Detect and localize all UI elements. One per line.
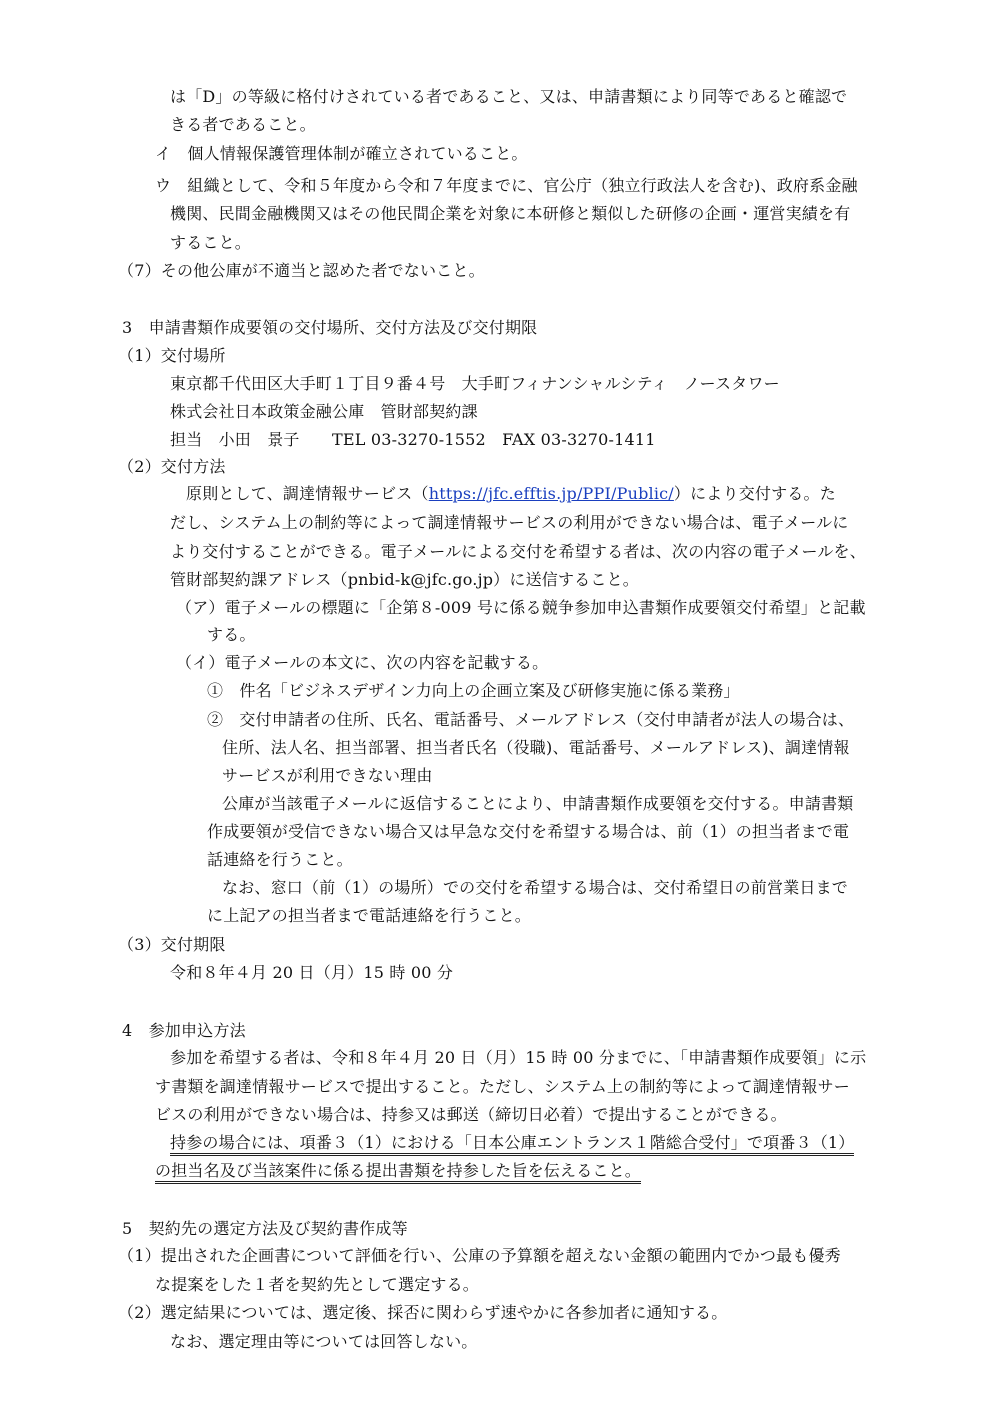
text-line: なお、窓口（前（1）の場所）での交付を希望する場合は、交付希望日の前営業日まで (222, 878, 848, 897)
company-line: 株式会社日本政策金融公庫 管財部契約課 (170, 402, 478, 421)
underlined-line (170, 1132, 854, 1154)
list-item-a: （ア）電子メールの標題に「企第８-009 号に係る競争参加申込書類作成要領交付希望」と記載 (176, 598, 866, 617)
text-line: きる者であること。 (170, 115, 316, 134)
underlined-line (155, 1160, 641, 1182)
subsection-heading: （3）交付期限 (118, 935, 226, 954)
text-line: 機関、民間金融機関又はその他民間企業を対象に本研修と類似した研修の企画・運営実績を有 (170, 204, 851, 223)
text-line: 作成要領が受信できない場合又は早急な交付を希望する場合は、前（1）の担当者まで電 (207, 822, 850, 841)
list-item-7: （7）その他公庫が不適当と認めた者でないこと。 (118, 261, 485, 280)
list-item-i: イ 個人情報保護管理体制が確立されていること。 (155, 144, 528, 163)
subsection-heading: （2）交付方法 (118, 457, 226, 476)
text-line: より交付することができる。電子メールによる交付を希望する者は、次の内容の電子メールを、 (170, 542, 866, 561)
procurement-url-link[interactable]: https://jfc.efftis.jp/PPI/Public/ (428, 484, 674, 503)
text-line: 住所、法人名、担当部署、担当者氏名（役職)、電話番号、メールアドレス)、調達情報 (222, 738, 850, 757)
section-heading-5: 5 契約先の選定方法及び契約書作成等 (122, 1219, 408, 1238)
list-item-2: （2）選定結果については、選定後、採否に関わらず速やかに各参加者に通知する。 (118, 1303, 728, 1322)
address-line: 東京都千代田区大手町１丁目９番４号 大手町フィナンシャルシティ ノースタワー (170, 374, 780, 393)
text-line: 公庫が当該電子メールに返信することにより、申請書類作成要領を交付する。申請書類 (222, 794, 854, 813)
list-item-b: （イ）電子メールの本文に、次の内容を記載する。 (176, 653, 549, 672)
deadline-line: 令和８年４月 20 日（月）15 時 00 分 (170, 963, 454, 982)
section-heading-4: 4 参加申込方法 (122, 1021, 246, 1040)
text-line: する。 (207, 625, 256, 644)
list-item-1: （1）提出された企画書について評価を行い、公庫の予算額を超えない金額の範囲内でかつ最も優秀 (118, 1246, 841, 1265)
text-line: は「D」の等級に格付けされている者であること、又は、申請書類により同等であると確認で (170, 87, 848, 106)
text-line: ビスの利用ができない場合は、持参又は郵送（締切日必着）で提出することができる。 (155, 1105, 787, 1124)
section-heading-3: 3 申請書類作成要領の交付場所、交付方法及び交付期限 (122, 318, 538, 337)
text-line: に上記アの担当者まで電話連絡を行うこと。 (207, 906, 532, 925)
double-underlined-text: の担当名及び当該案件に係る提出書類を持参した旨を伝えること。 (155, 1161, 641, 1184)
text-line: す書類を調達情報サービスで提出すること。ただし、システム上の制約等によって調達情報サー (155, 1077, 851, 1096)
contact-line: 担当 小田 景子 TEL 03-3270-1552 FAX 03-3270-1411 (170, 430, 656, 449)
list-item-2: ② 交付申請者の住所、氏名、電話番号、メールアドレス（交付申請者が法人の場合は、 (207, 710, 855, 729)
list-item-1: ① 件名「ビジネスデザイン力向上の企画立案及び研修実施に係る業務」 (207, 681, 740, 700)
text-line: サービスが利用できない理由 (222, 766, 433, 785)
text-line: なお、選定理由等については回答しない。 (170, 1332, 478, 1351)
text-span: 原則として、調達情報サービス（ (186, 484, 429, 503)
text-line: 管財部契約課アドレス（pnbid-k@jfc.go.jp）に送信すること。 (170, 570, 639, 589)
list-item-u: ウ 組織として、令和５年度から令和７年度までに、官公庁（独立行政法人を含む)、政府系金融 (155, 176, 858, 195)
text-line: な提案をした１者を契約先として選定する。 (155, 1275, 480, 1294)
double-underlined-text: 持参の場合には、項番３（1）における「日本公庫エントランス１階総合受付」で項番３（1） (170, 1133, 854, 1156)
text-line: 話連絡を行うこと。 (207, 850, 353, 869)
text-line: 参加を希望する者は、令和８年４月 20 日（月）15 時 00 分までに、「申請書類作成要領」に示 (170, 1048, 867, 1067)
subsection-heading: （1）交付場所 (118, 346, 226, 365)
text-line: すること。 (170, 233, 252, 252)
text-line: だし、システム上の制約等によって調達情報サービスの利用ができない場合は、電子メールに (170, 513, 849, 532)
text-span: ）により交付する。た (673, 484, 836, 503)
text-line (186, 483, 836, 505)
